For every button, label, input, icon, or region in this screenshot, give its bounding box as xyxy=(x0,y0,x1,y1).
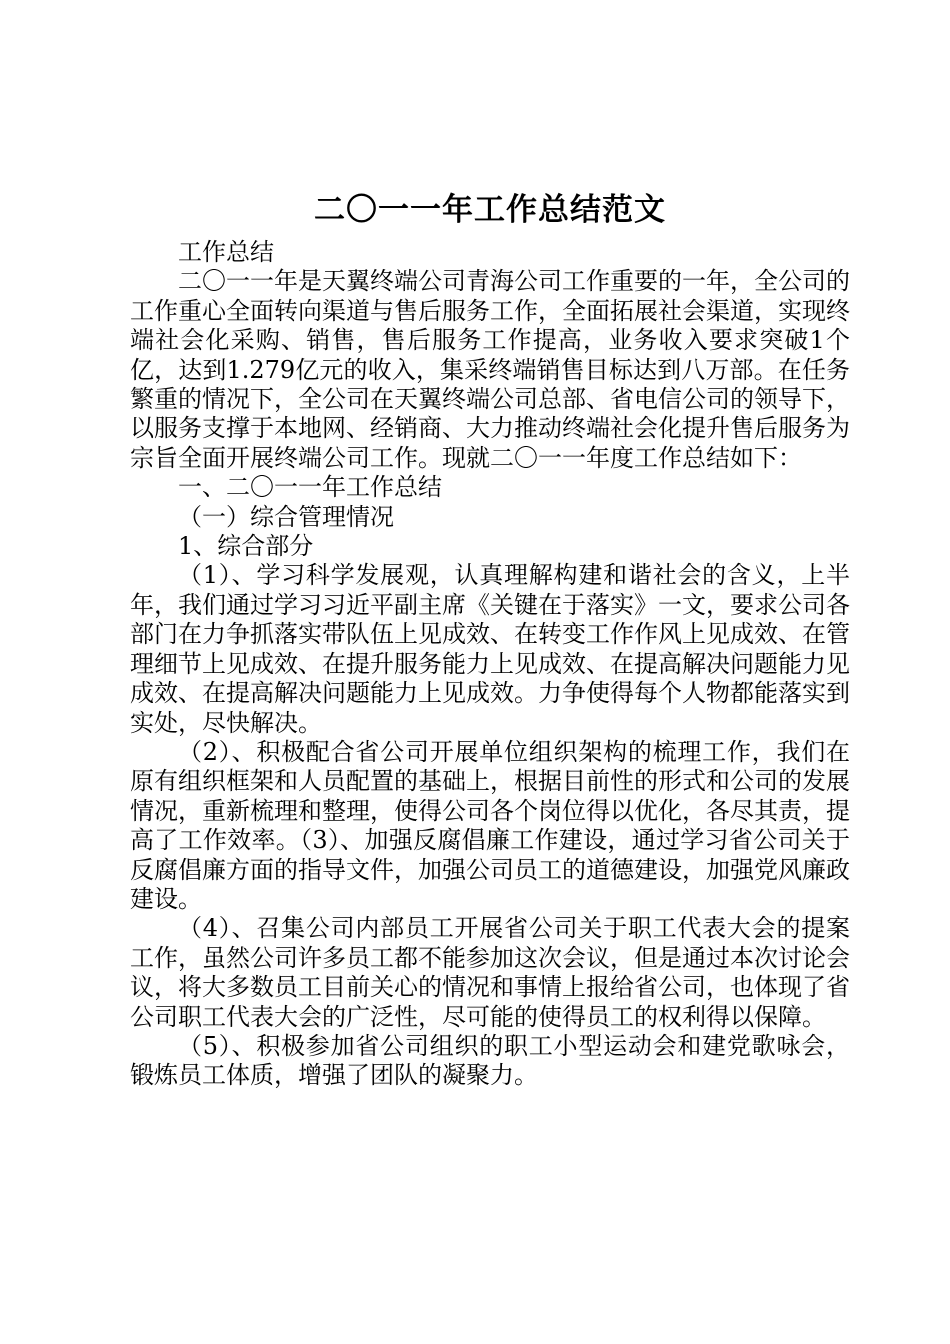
document-title: 二〇一一年工作总结范文 xyxy=(314,192,666,228)
paragraph-heading-summary: 工作总结 xyxy=(178,238,274,266)
paragraph-item-2-3: （2）、积极配合省公司开展单位组织架构的梳理工作，我们在原有组织框架和人员配置的基础上，根据目前性的形式和公司的发展情况，重新梳理和整理，使得公司各个岗位得以优化，各尽其责，提高了工作效率。（3）、加强反腐倡廉工作建设，通过学习省公司关于反腐倡廉方面的指导文件，加强公司员工的道德建设，加强党风廉政建设。 xyxy=(130,737,850,913)
paragraph-item-4: （4）、召集公司内部员工开展省公司关于职工代表大会的提案工作，虽然公司许多员工都不能参加这次会议，但是通过本次讨论会议，将大多数员工目前关心的情况和事情上报给省公司，也体现了省公司职工代表大会的广泛性，尽可能的使得员工的权利得以保障。 xyxy=(130,914,850,1031)
paragraph-item-1: （1）、学习科学发展观，认真理解构建和谐社会的含义，上半年，我们通过学习习近平副主席《关键在于落实》一文，要求公司各部门在力争抓落实带队伍上见成效、在转变工作作风上见成效、在管理细节上见成效、在提升服务能力上见成效、在提高解决问题能力见成效、在提高解决问题能力上见成效。力争使得每个人物都能落实到实处，尽快解决。 xyxy=(130,561,850,737)
section-heading-1: 一、二〇一一年工作总结 xyxy=(178,473,442,502)
subsection-heading-1-1: 1、综合部分 xyxy=(178,532,314,561)
document-page xyxy=(130,188,850,1091)
paragraph-item-5: （5）、积极参加省公司组织的职工小型运动会和建党歌咏会，锻炼员工体质，增强了团队的凝聚力。 xyxy=(130,1031,850,1090)
subsection-heading-1: （一）综合管理情况 xyxy=(178,502,394,531)
paragraph-intro: 二〇一一年是天翼终端公司青海公司工作重要的一年，全公司的工作重心全面转向渠道与售后服务工作，全面拓展社会渠道，实现终端社会化采购、销售，售后服务工作提高，业务收入要求突破1个亿，达到1.279亿元的收入，集采终端销售目标达到八万部。在任务繁重的情况下，全公司在天翼终端公司总部、省电信公司的领导下，以服务支撑于本地网、经销商、大力推动终端社会化提升售后服务为宗旨全面开展终端公司工作。现就二〇一一年度工作总结如下： xyxy=(130,267,850,472)
